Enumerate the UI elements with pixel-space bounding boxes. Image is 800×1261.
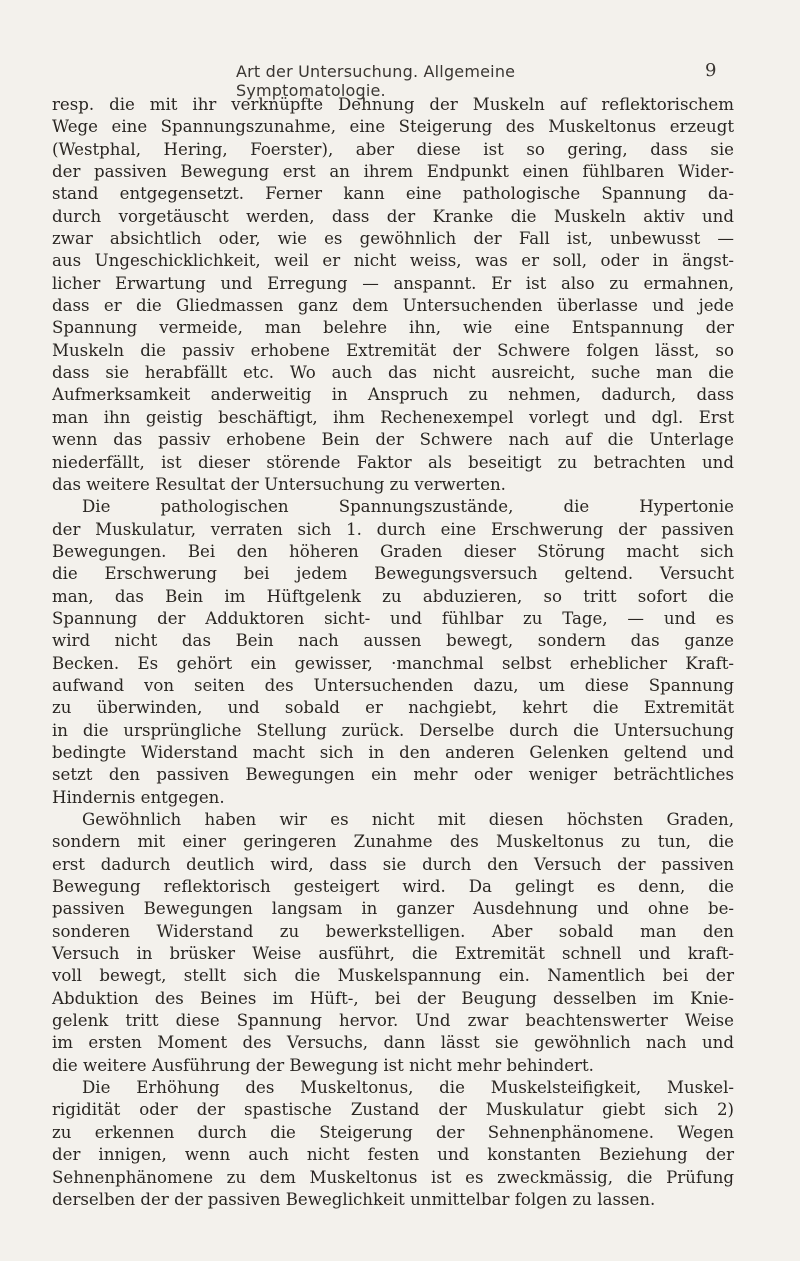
text-line: (Westphal, Hering, Foerster), aber diese ist so gering, dass sie bbox=[52, 139, 734, 159]
text-line: Aufmerksamkeit anderweitig in Anspruch zu nehmen, dadurch, dass bbox=[52, 385, 734, 405]
text-line: die weitere Ausführung der Bewegung ist nicht mehr behindert. bbox=[52, 1055, 594, 1075]
running-head: Art der Untersuchung. Allgemeine Symptomatologie. bbox=[236, 62, 516, 100]
text-line: Bewegungen. Bei den höheren Graden dieser Störung macht sich bbox=[52, 541, 734, 561]
text-line: Die Erhöhung des Muskeltonus, die Muskelsteifigkeit, Muskel- bbox=[82, 1078, 734, 1098]
text-line: setzt den passiven Bewegungen ein mehr oder weniger beträchtliches bbox=[52, 765, 734, 785]
text-line: man, das Bein im Hüftgelenk zu abduzieren, so tritt sofort die bbox=[52, 586, 734, 606]
text-line: im ersten Moment des Versuchs, dann lässt sie gewöhnlich nach und bbox=[52, 1033, 734, 1053]
text-line: resp. die mit ihr verknüpfte Dehnung der Muskeln auf reflektorischem bbox=[52, 95, 734, 114]
text-line: Spannung der Adduktoren sicht- und fühlbar zu Tage, — und es bbox=[52, 608, 734, 628]
text-line: in die ursprüngliche Stellung zurück. Derselbe durch die Untersuchung bbox=[52, 720, 734, 740]
text-line: der passiven Bewegung erst an ihrem Endpunkt einen fühlbaren Wider- bbox=[52, 162, 734, 182]
text-line: durch vorgetäuscht werden, dass der Kranke die Muskeln aktiv und bbox=[52, 206, 734, 226]
text-line: wenn das passiv erhobene Bein der Schwere nach auf die Unterlage bbox=[52, 430, 734, 450]
text-line: Gewöhnlich haben wir es nicht mit diesen höchsten Graden, bbox=[82, 810, 734, 829]
text-line: das weitere Resultat der Untersuchung zu verwerten. bbox=[52, 474, 506, 494]
text-line: wird nicht das Bein nach aussen bewegt, sondern das ganze bbox=[52, 631, 734, 651]
text-line: bedingte Widerstand macht sich in den anderen Gelenken geltend und bbox=[52, 742, 734, 762]
text-line: der Muskulatur, verraten sich 1. durch eine Erschwerung der passiven bbox=[52, 519, 734, 539]
text-line: stand entgegensetzt. Ferner kann eine pathologische Spannung da- bbox=[52, 184, 734, 204]
text-line: Wege eine Spannungszunahme, eine Steigerung des Muskeltonus erzeugt bbox=[52, 117, 734, 137]
body-text bbox=[52, 94, 734, 1211]
text-line: Versuch in brüsker Weise ausführt, die Extremität schnell und kraft- bbox=[52, 944, 734, 964]
text-line: zu überwinden, und sobald er nachgiebt, kehrt die Extremität bbox=[52, 698, 734, 718]
text-line: dass er die Gliedmassen ganz dem Untersuchenden überlasse und jede bbox=[52, 296, 734, 316]
text-line: die Erschwerung bei jedem Bewegungsversuch geltend. Versucht bbox=[52, 564, 734, 584]
text-line: Bewegung reflektorisch gesteigert wird. Da gelingt es denn, die bbox=[52, 877, 734, 897]
text-line: der innigen, wenn auch nicht festen und konstanten Beziehung der bbox=[52, 1145, 734, 1165]
text-line: Spannung vermeide, man belehre ihn, wie eine Entspannung der bbox=[52, 318, 734, 338]
text-line: erst dadurch deutlich wird, dass sie durch den Versuch der passiven bbox=[52, 854, 734, 874]
text-line: Hindernis entgegen. bbox=[52, 787, 225, 807]
text-line: passiven Bewegungen langsam in ganzer Ausdehnung und ohne be- bbox=[52, 899, 734, 919]
text-line: zwar absichtlich oder, wie es gewöhnlich der Fall ist, unbewusst — bbox=[52, 229, 734, 249]
text-line: licher Erwartung und Erregung — anspannt. Er ist also zu ermahnen, bbox=[52, 273, 734, 293]
text-line: Becken. Es gehört ein gewisser, ·manchmal selbst erheblicher Kraft- bbox=[52, 653, 734, 673]
text-line: zu erkennen durch die Steigerung der Sehnenphänomene. Wegen bbox=[52, 1122, 734, 1142]
page-number: 9 bbox=[705, 60, 717, 81]
text-line: niederfällt, ist dieser störende Faktor als beseitigt zu betrachten und bbox=[52, 452, 734, 472]
text-line: derselben der der passiven Beweglichkeit unmittelbar folgen zu lassen. bbox=[52, 1189, 656, 1209]
text-line: Muskeln die passiv erhobene Extremität der Schwere folgen lässt, so bbox=[52, 340, 734, 360]
text-line: sonderen Widerstand zu bewerkstelligen. Aber sobald man den bbox=[52, 921, 734, 941]
text-line: aus Ungeschicklichkeit, weil er nicht weiss, was er soll, oder in ängst- bbox=[52, 251, 734, 271]
text-line: man ihn geistig beschäftigt, ihm Rechenexempel vorlegt und dgl. Erst bbox=[52, 407, 734, 427]
text-line: Abduktion des Beines im Hüft-, bei der Beugung desselben im Knie- bbox=[52, 988, 734, 1008]
text-line: rigidität oder der spastische Zustand der Muskulatur giebt sich 2) bbox=[52, 1100, 734, 1120]
text-line: Sehnenphänomene zu dem Muskeltonus ist es zweckmässig, die Prüfung bbox=[52, 1167, 734, 1187]
text-line: sondern mit einer geringeren Zunahme des Muskeltonus zu tun, die bbox=[52, 832, 734, 852]
text-line: gelenk tritt diese Spannung hervor. Und zwar beachtenswerter Weise bbox=[52, 1011, 734, 1031]
text-line: voll bewegt, stellt sich die Muskelspannung ein. Namentlich bei der bbox=[52, 966, 734, 986]
text-line: aufwand von seiten des Untersuchenden dazu, um diese Spannung bbox=[52, 675, 734, 695]
text-line: dass sie herabfällt etc. Wo auch das nicht ausreicht, suche man die bbox=[52, 363, 734, 383]
text-line: Die pathologischen Spannungszustände, die Hypertonie bbox=[82, 497, 734, 517]
